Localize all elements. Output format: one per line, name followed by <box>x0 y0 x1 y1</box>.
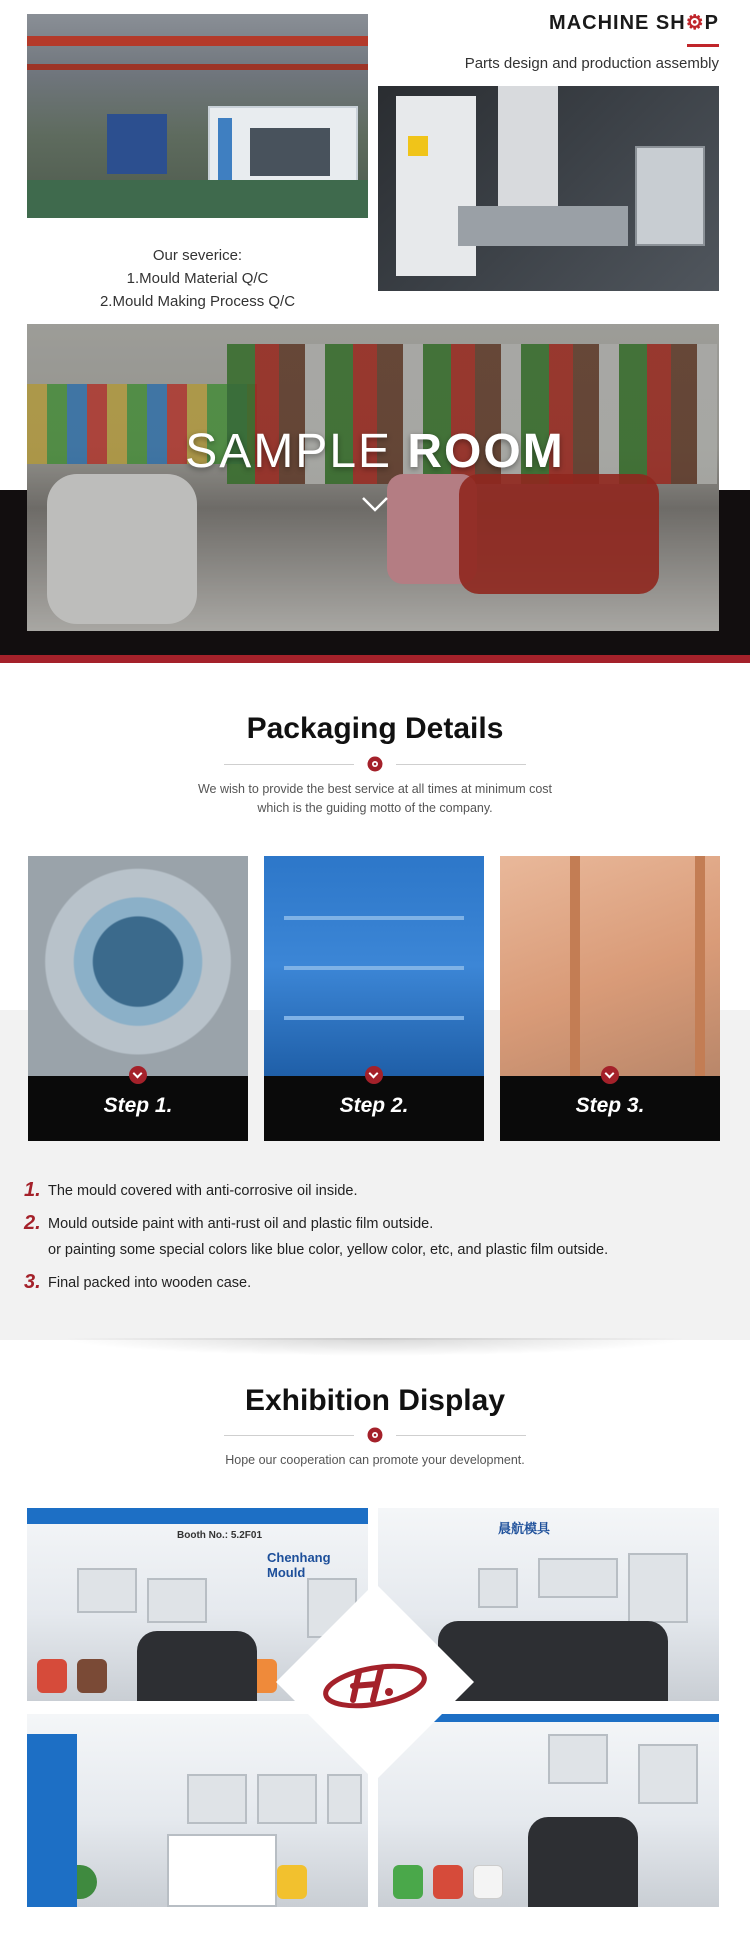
exhibition-photo-3 <box>27 1714 368 1907</box>
machine-spindle <box>498 86 558 206</box>
control-panel <box>635 146 705 246</box>
gear-icon <box>366 755 384 773</box>
crane-beam-secondary <box>27 64 368 70</box>
step-card-1 <box>28 856 248 1141</box>
packaging-notes <box>24 1178 724 1296</box>
sample-room-red-band <box>0 655 750 663</box>
machine-shop-subtitle: Parts design and production assembly <box>464 55 719 72</box>
chevron-down-icon <box>365 1066 383 1084</box>
machine-table <box>458 206 628 246</box>
step-photo-painted-mould <box>264 856 484 1076</box>
company-logo <box>315 1654 435 1714</box>
step-photo-wooden-case <box>500 856 720 1076</box>
shop-floor <box>27 180 368 218</box>
gear-icon: ⚙ <box>685 12 705 34</box>
booth-brand: Chenhang Mould <box>267 1550 331 1580</box>
section-divider <box>224 755 526 773</box>
packaging-subtitle: We wish to provide the best service at all times at minimum cost which is the guiding motto of the company. <box>197 782 553 815</box>
note-item: 1. The mould covered with anti-corrosive oil inside. <box>24 1179 358 1201</box>
booth-chinese-name: 晨航模具 <box>498 1521 551 1536</box>
tool-cabinet <box>107 114 167 174</box>
chevron-down-icon <box>601 1066 619 1084</box>
packaging-title: Packaging Details <box>246 712 504 745</box>
service-list <box>27 244 368 313</box>
section-shadow <box>60 1338 690 1356</box>
gear-icon <box>366 1426 384 1444</box>
machine-shop-title: MACHINE SH⚙P <box>549 12 719 34</box>
service-item: 1.Mould Material Q/C <box>126 270 269 287</box>
note-item: 3. Final packed into wooden case. <box>24 1271 252 1293</box>
sample-room-title: SAMPLE ROOM <box>185 425 565 478</box>
warning-label <box>408 136 428 156</box>
step-photo-mould <box>28 856 248 1076</box>
step-label: Step 1. <box>103 1094 173 1117</box>
title-underline <box>687 44 719 47</box>
chevron-down-icon[interactable] <box>360 490 390 520</box>
machine-door-panel <box>396 96 476 276</box>
step-card-2 <box>264 856 484 1141</box>
chevron-down-icon <box>129 1066 147 1084</box>
section-divider <box>224 1426 526 1444</box>
crane-beam <box>27 36 368 46</box>
step-label: Step 2. <box>339 1094 409 1117</box>
step-card-3 <box>500 856 720 1141</box>
service-title: Our severice: <box>152 247 243 264</box>
machine-shop-photo-cnc <box>378 86 719 291</box>
exhibition-subtitle: Hope our cooperation can promote your development. <box>225 1453 525 1467</box>
exhibition-photo-4 <box>378 1714 719 1907</box>
machine-shop-photo-floor <box>27 14 368 218</box>
service-item: 2.Mould Making Process Q/C <box>99 293 296 310</box>
booth-number: Booth No.: 5.2F01 <box>177 1530 263 1541</box>
exhibition-title: Exhibition Display <box>244 1384 506 1417</box>
step-label: Step 3. <box>575 1094 645 1117</box>
note-item: 2. Mould outside paint with anti-rust oil and plastic film outside. or painting some special colors like blue color, yellow color, etc, and plastic film outside. <box>24 1212 609 1258</box>
